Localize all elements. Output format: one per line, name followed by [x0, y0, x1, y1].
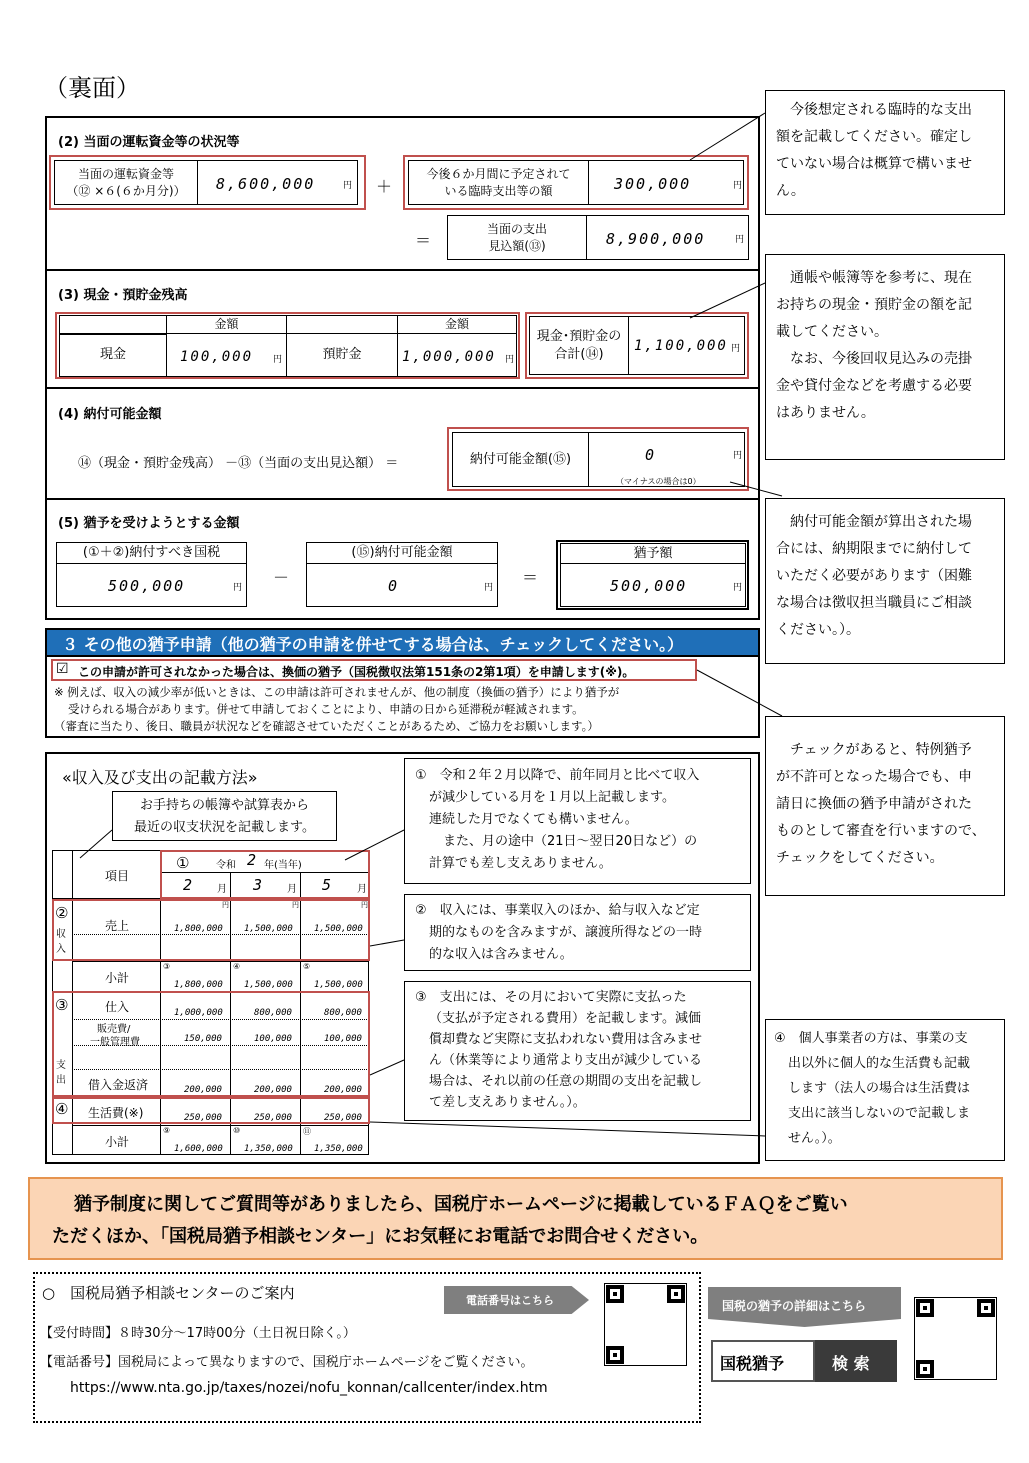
- era: 令和: [216, 860, 236, 871]
- explain-1-line: が減少している月を１月以上記載します。: [429, 790, 675, 805]
- sales-v1: 1,800,000: [174, 924, 223, 934]
- month-unit: 月: [217, 884, 227, 895]
- tax-label: (①＋②)納付すべき国税: [56, 542, 247, 564]
- qr-finder: [667, 1285, 685, 1303]
- faq-line-1: 猶予制度に関してご質問等がありましたら、国税庁ホームページに掲載しているＦＡＱをご覧い: [74, 1194, 848, 1215]
- sum-label: [447, 215, 587, 260]
- contact-title: ○ 国税局猶予相談センターのご案内: [42, 1284, 295, 1302]
- subtotal1-v3: 1,500,000: [314, 980, 363, 990]
- section-other-title: ３ その他の猶予申請（他の猶予の申請を併せてする場合は、チェックしてください。）: [62, 635, 684, 654]
- equals-sign: ＝: [415, 231, 432, 250]
- search-button-label: 検 索: [832, 1354, 870, 1373]
- yen-unit: 円: [343, 181, 353, 191]
- section-2-title: (2) 当面の運転資金等の状況等: [58, 135, 240, 150]
- deposit-label: 預貯金: [286, 333, 398, 377]
- living-label: 生活費(※): [88, 1106, 144, 1120]
- expense-label: 支出: [56, 1060, 66, 1086]
- subtotal-label: 小計: [105, 1135, 130, 1149]
- explain-1: [404, 758, 751, 884]
- section-3-title: (3) 現金・預貯金残高: [58, 288, 188, 303]
- bubble-line2: 最近の収支状況を記載します。: [134, 820, 315, 835]
- total-label: [529, 316, 629, 375]
- explain-1-line: 計算でも差し支えありません。: [429, 856, 612, 871]
- side-note-1: [765, 90, 1005, 215]
- divider: [72, 961, 369, 962]
- total-label-line2: 合計(⑭): [554, 346, 604, 362]
- contact-phone: 【電話番号】国税局によって異なりますので、国税庁ホームページをご覧ください。: [40, 1355, 534, 1370]
- loan-v3: 200,000: [324, 1085, 362, 1095]
- payable-label: 納付可能金額(⑮): [452, 432, 589, 487]
- income-label-1: 収入: [56, 929, 66, 955]
- side-note-4: [765, 716, 1005, 896]
- mark-5: ⑤: [303, 962, 311, 971]
- deposit-value: 1,000,000: [402, 349, 496, 365]
- search-term: 国税猶予: [720, 1354, 785, 1373]
- method-bubble: [112, 791, 337, 841]
- divider: [59, 315, 167, 316]
- sales-v2: 1,500,000: [244, 924, 293, 934]
- grace-value: 500,000: [610, 577, 688, 595]
- side-note-line: 金や貸付金などを考慮する必要: [776, 378, 972, 394]
- other-note-3: （審査に当たり、後日、職員が状況などを確認させていただくことがあるため、ご協力をお願いします。）: [54, 719, 599, 733]
- living-v1: 250,000: [184, 1113, 222, 1123]
- divider: [59, 334, 167, 335]
- divider: [46, 387, 759, 389]
- plus-sign: ＋: [376, 177, 393, 196]
- side-note-line: 合には、納期限までに納付して: [776, 541, 972, 557]
- payable2-value-cell: [306, 563, 498, 607]
- side-note-line: せん。）。: [788, 1131, 841, 1146]
- divider: [46, 498, 759, 500]
- month-2: 3: [253, 876, 263, 894]
- circle-3: ③: [55, 996, 69, 1014]
- mark-3: ③: [163, 962, 171, 971]
- yen-unit: 円: [292, 901, 299, 909]
- month-unit: 月: [287, 884, 297, 895]
- faq-line-2: ただくほか、「国税局猶予相談センター」にお気軽にお電話でお問合せください。: [52, 1226, 709, 1247]
- divider: [286, 315, 398, 316]
- mark-9: ⑨: [163, 1126, 171, 1135]
- side-note-line: チェックをしてください。: [776, 850, 944, 866]
- side-note-line: 支出に該当しないので記載しま: [788, 1106, 971, 1121]
- qr-finder: [606, 1285, 624, 1303]
- mark-10: ⑩: [233, 1126, 241, 1135]
- tax-value: 500,000: [108, 577, 186, 595]
- contact-url[interactable]: https://www.nta.go.jp/taxes/nozei/nofu_konnan/callcenter/index.htm: [70, 1380, 548, 1396]
- side-note-line: 出以外に個人的な生活費も記載: [788, 1056, 971, 1071]
- check-text: この申請が許可されなかった場合は、換価の猶予（国税徴収法第151条の2第1項）を申請します(※)。: [78, 665, 635, 679]
- side-note-line: なお、今後回収見込みの売掛: [790, 351, 972, 367]
- yen-unit: 円: [733, 181, 743, 191]
- circle-4: ④: [55, 1100, 69, 1118]
- total-label-line1: 現金･預貯金の: [536, 328, 622, 344]
- th-item: 項目: [105, 869, 130, 883]
- side-note-line: が不許可となった場合でも、申: [776, 769, 972, 785]
- payable2-value: 0: [388, 577, 400, 595]
- grace-label: 猶予額: [560, 543, 746, 564]
- living-v2: 250,000: [254, 1113, 292, 1123]
- bubble-line1: お手持ちの帳簿や試算表から: [139, 798, 309, 813]
- funds-value: 8,600,000: [216, 175, 316, 193]
- minus-sign: －: [273, 568, 290, 587]
- side-note-5: [765, 1019, 1005, 1161]
- explain-1-line: 連続した月でなくても構いません。: [429, 812, 638, 827]
- sga-label-2: 一般管理費: [90, 1037, 140, 1048]
- yen-unit: 円: [731, 344, 741, 354]
- funds-label-line2: （⑫ ×６(６か月分)）: [66, 183, 186, 198]
- side-note-2: [765, 254, 1005, 460]
- sum-value: 8,900,000: [606, 230, 706, 248]
- side-note-line: 納付可能金額が算出された場: [790, 514, 972, 530]
- explain-3-line: ん（休業等により通常より支出が減少している: [429, 1053, 703, 1068]
- month-unit: 月: [357, 884, 367, 895]
- purchase-v2: 800,000: [254, 1008, 292, 1018]
- page-title: （裏面）: [44, 74, 140, 102]
- side-note-line: ④ 個人事業者の方は、事業の支: [774, 1031, 968, 1046]
- temp-value: 300,000: [614, 175, 692, 193]
- loan-v2: 200,000: [254, 1085, 292, 1095]
- subtotal2-v2: 1,350,000: [244, 1144, 293, 1154]
- yen-unit: 円: [505, 355, 515, 365]
- other-note-2: 受けられる場合があります。併せて申請しておくことにより、申請の日から延滞税が軽減されます。: [68, 702, 584, 716]
- explain-1-line: また、月の途中（21日～翌日20日など）の: [443, 834, 698, 849]
- payable-formula: ⑭（現金・預貯金残高） －⑬（当面の支出見込額） ＝: [78, 456, 399, 471]
- explain-2-line: 的な収入は含みません。: [429, 947, 573, 962]
- sales-v3: 1,500,000: [314, 924, 363, 934]
- method-title: «収入及び支出の記載方法»: [62, 768, 258, 787]
- side-note-line: 通帳や帳簿等を参考に、現在: [790, 270, 972, 286]
- month-1: 2: [183, 876, 193, 894]
- yen-unit: 円: [735, 235, 745, 245]
- cash-label: 現金: [59, 333, 167, 377]
- side-note-3: [765, 498, 1005, 664]
- qr-finder: [977, 1299, 995, 1317]
- contact-hours: 【受付時間】８時30分～17時00分（土日祝日除く。）: [40, 1326, 356, 1341]
- sum-label-line1: 当面の支出: [486, 222, 547, 237]
- qr-finder: [916, 1360, 934, 1378]
- side-note-line: 載してください。: [776, 324, 888, 340]
- section-5-title: (5) 猶予を受けようとする金額: [58, 516, 240, 531]
- other-note-1: ※ 例えば、収入の減少率が低いときは、この申請は許可されませんが、他の制度（換価の猶予）により猶予が: [54, 685, 620, 699]
- subtotal2-v1: 1,600,000: [174, 1144, 223, 1154]
- funds-label-line1: 当面の運転資金等: [77, 167, 174, 182]
- amount-header: 金額: [166, 315, 287, 334]
- explain-3-line: 場合は、それ以前の任意の期間の支出を記載し: [429, 1074, 703, 1089]
- explain-3-line: ③ 支出には、その月において実際に支払った: [415, 990, 687, 1005]
- loan-label: 借入金返済: [88, 1078, 149, 1092]
- year-suffix: 年(当年): [264, 860, 302, 871]
- explain-3-line: 償却費など実際に支払われない費用は含みませ: [429, 1032, 703, 1047]
- purchase-v3: 800,000: [324, 1008, 362, 1018]
- circle-2: ②: [55, 904, 69, 922]
- loan-v1: 200,000: [184, 1085, 222, 1095]
- equals-sign: ＝: [522, 568, 539, 587]
- year: 2: [247, 851, 257, 869]
- subtotal1-v1: 1,800,000: [174, 980, 223, 990]
- yen-unit: 円: [222, 901, 229, 909]
- explain-2-line: 期的なものを含みますが、譲渡所得などの一時: [429, 925, 703, 940]
- mark-11: ⑪: [303, 1127, 311, 1136]
- subtotal2-v3: 1,350,000: [314, 1144, 363, 1154]
- funds-label: [54, 160, 198, 205]
- temp-label: [408, 160, 589, 205]
- temp-label-line1: 今後６か月間に予定されて: [426, 167, 571, 182]
- side-note-line: ものとして審査を行いますので、: [776, 823, 986, 839]
- explain-2: [404, 894, 751, 971]
- divider: [72, 1125, 369, 1126]
- side-note-line: ていない場合は概算で構いませ: [776, 156, 972, 172]
- amount-header: 金額: [397, 315, 517, 334]
- section-4-title: (4) 納付可能金額: [58, 407, 162, 422]
- subtotal-label: 小計: [105, 971, 130, 985]
- divider: [59, 315, 60, 334]
- side-note-line: ください。）。: [776, 622, 860, 638]
- explain-3: [404, 981, 751, 1121]
- yen-unit: 円: [273, 355, 283, 365]
- living-v3: 250,000: [324, 1113, 362, 1123]
- month-3: 5: [322, 876, 332, 894]
- circle-1: ①: [176, 854, 190, 872]
- payable-value: 0: [645, 446, 657, 464]
- qr-finder: [606, 1346, 624, 1364]
- purchase-v1: 1,000,000: [174, 1008, 223, 1018]
- phone-tag-label: 電話番号はこちら: [466, 1294, 554, 1307]
- divider: [46, 269, 759, 271]
- sum-label-line2: 見込額(⑬): [488, 238, 546, 253]
- mark-4: ④: [233, 962, 241, 971]
- side-note-line: いただく必要があります（困難: [776, 568, 972, 584]
- side-note-line: はありません。: [776, 405, 875, 421]
- side-note-line: します（法人の場合は生活費は: [788, 1081, 971, 1096]
- detail-tag-label: 国税の猶予の詳細はこちら: [722, 1299, 867, 1313]
- yen-unit: 円: [361, 901, 368, 909]
- cash-value: 100,000: [180, 349, 254, 365]
- side-note-line: ん。: [776, 183, 805, 199]
- sales-label: 売上: [105, 919, 130, 933]
- purchase-label: 仕入: [105, 1000, 130, 1014]
- apply-checkbox[interactable]: ☑: [56, 661, 69, 677]
- explain-2-line: ② 収入には、事業収入のほか、給与収入など定: [415, 903, 700, 918]
- sga-v3: 100,000: [324, 1034, 362, 1044]
- yen-unit: 円: [733, 583, 743, 593]
- explain-3-line: て差し支えありません。）。: [429, 1095, 586, 1110]
- side-note-line: 今後想定される臨時的な支出: [790, 102, 972, 118]
- explain-3-line: （支払が予定される費用）を記載します。減価: [429, 1011, 701, 1026]
- side-note-line: お持ちの現金・預貯金の額を記: [776, 297, 972, 313]
- explain-1-line: ① 令和２年２月以降で、前年同月と比べて収入: [415, 768, 700, 783]
- yen-unit: 円: [233, 583, 243, 593]
- yen-unit: 円: [484, 583, 494, 593]
- side-note-line: な場合は徴収担当職員にご相談: [776, 595, 972, 611]
- minus-note: （マイナスの場合は0）: [616, 477, 701, 486]
- subtotal1-v2: 1,500,000: [244, 980, 293, 990]
- payable2-label: (⑮)納付可能金額: [306, 542, 498, 564]
- total-value: 1,100,000: [634, 338, 728, 354]
- sga-v2: 100,000: [254, 1034, 292, 1044]
- side-note-line: チェックがあると、特例猶予: [790, 742, 972, 758]
- sga-v1: 150,000: [184, 1034, 222, 1044]
- yen-unit: 円: [733, 451, 743, 461]
- qr-finder: [916, 1299, 934, 1317]
- sga-label-1: 販売費/: [97, 1024, 131, 1035]
- temp-label-line2: いる臨時支出等の額: [444, 183, 553, 198]
- side-note-line: 請日に換価の猶予申請がされた: [776, 796, 972, 812]
- side-note-line: 額を記載してください。確定し: [776, 129, 972, 145]
